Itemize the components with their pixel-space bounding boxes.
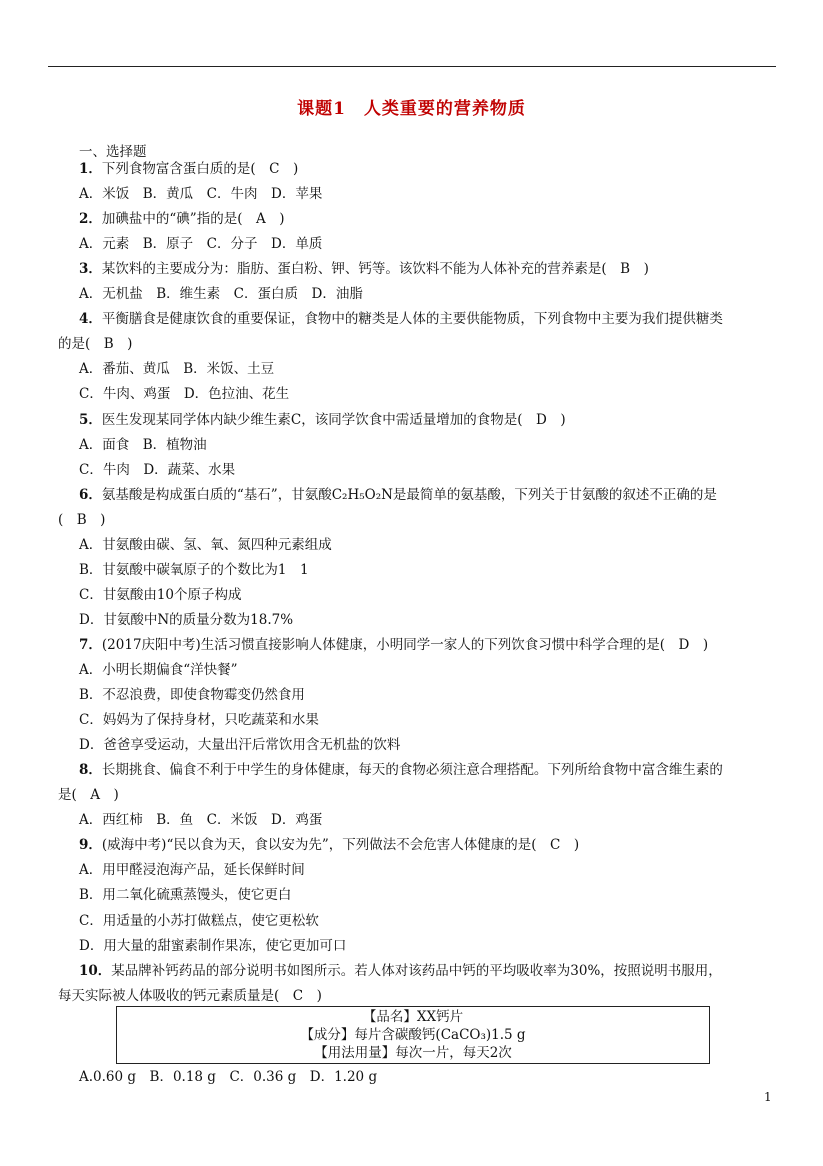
question-number: 2． [79,211,102,228]
line-text: 氨基酸是构成蛋白质的“基石”，甘氨酸C₂H₅O₂N是最简单的氨基酸，下列关于甘氨酸的叙述不正确的是 [101,486,717,503]
line-text: C．甘氨酸由10个原子构成 [79,586,242,603]
box-line-dosage: 【用法用量】每次一片，每天2次 [314,1045,512,1061]
option-line [58,786,119,804]
line-text: A．用甲醛浸泡海产品，延长保鲜时间 [79,862,305,879]
option-line [79,561,309,579]
question-number: 10． [79,962,112,979]
line-text: ( B ) [58,511,106,528]
option-line [79,711,319,729]
question-line [79,962,722,980]
question-number: 6． [79,486,102,503]
line-text: A．小明长期偏食“洋快餐” [79,662,238,678]
line-text: A．西红柿 B．鱼 C．米饭 D．鸡蛋 [79,812,323,829]
line-text: 平衡膳食是健康饮食的重要保证，食物中的糖类是人体的主要供能物质，下列食物中主要为我们提供糖类 [101,311,723,328]
option-line [79,185,322,203]
question-number: 1． [79,161,102,177]
line-text: 某品牌补钙药品的部分说明书如图所示。若人体对该药品中钙的平均吸收率为30%，按照说明书服用， [111,962,722,979]
line-text: C．用适量的小苏打做糕点，使它更松软 [79,912,319,929]
line-text: 某饮料的主要成分为：脂肪、蛋白粉、钾、钙等。该饮料不能为人体补充的营养素是( B ) [101,261,649,278]
question-line [79,836,579,854]
line-text: C．牛肉、鸡蛋 D．色拉油、花生 [79,386,290,403]
section-heading: 一、选择题 [79,144,147,160]
option-line [79,536,332,554]
question-line [79,310,723,328]
line-text: 是( A ) [58,787,119,804]
line-text: A．米饭 B．黄瓜 C．牛肉 D．苹果 [79,186,323,203]
top-rule [48,66,776,67]
line-text: C．妈妈为了保持身材，只吃蔬菜和水果 [79,712,319,729]
question-number: 4． [79,311,102,328]
medicine-label-box [116,1006,710,1064]
line-text: (威海中考)“民以食为天，食以安为先”，下列做法不会危害人体健康的是( C ) [101,837,580,854]
box-line-name: 【品名】XX钙片 [362,1009,464,1025]
option-line [79,686,305,704]
line-text: 下列食物富含蛋白质的是( C ) [101,161,299,177]
question-line [79,761,723,779]
line-text: A．番茄、黄瓜 B．米饭、土豆 [79,361,275,378]
option-line [58,335,132,353]
option-line [79,235,322,253]
question-number: 8． [79,762,102,779]
option-line [79,436,207,454]
line-text: A．面食 B．植物油 [79,436,207,453]
box-line-ingredient: 【成分】每片含碳酸钙(CaCO₃)1.5 g [300,1027,526,1043]
line-text: D．甘氨酸中N的质量分数为18.7% [79,611,294,628]
line-text: 长期挑食、偏食不利于中学生的身体健康，每天的食物必须注意合理搭配。下列所给食物中富含维生素的 [101,762,723,779]
question-line [79,160,298,178]
line-text: A．无机盐 B．维生素 C．蛋白质 D．油脂 [79,286,363,303]
line-text: B．不忍浪费，即使食物霉变仍然食用 [79,687,305,704]
line-text: C．牛肉 D．蔬菜、水果 [79,461,236,478]
line-text: B．甘氨酸中碳氧原子的个数比为1 1 [79,561,309,578]
answer-options-q10: A.0.60 g B．0.18 g C．0.36 g D．1.20 g [79,1069,378,1085]
question-line [79,636,708,654]
line-text: A．元素 B．原子 C．分子 D．单质 [79,236,323,253]
question-line [79,486,717,504]
option-line [79,285,363,303]
line-text: 的是( B ) [58,336,133,353]
option-line [79,861,305,879]
line-text: D．爸爸享受运动，大量出汗后常饮用含无机盐的饮料 [79,737,401,754]
option-line [79,586,242,604]
question-line [79,260,649,278]
option-line [58,987,322,1005]
line-text: 加碘盐中的“碘”指的是( A ) [101,211,285,228]
option-line [79,461,235,479]
line-text: 医生发现某同学体内缺少维生素C，该同学饮食中需适量增加的食物是( D ) [101,411,566,428]
option-line [79,811,322,829]
option-line [58,511,105,529]
option-line [79,611,293,629]
question-number: 5． [79,411,102,428]
option-line [79,385,289,403]
option-line [79,886,291,904]
line-text: B．用二氧化硫熏蒸馒头，使它更白 [79,887,292,904]
page-number: 1 [764,1090,772,1104]
question-line [79,210,285,228]
line-text: 每天实际被人体吸收的钙元素质量是( C ) [58,987,322,1004]
line-text: A．甘氨酸由碳、氢、氧、氮四种元素组成 [79,536,332,553]
line-text: (2017庆阳中考)生活习惯直接影响人体健康，小明同学一家人的下列饮食习惯中科学合理的是( D ) [101,636,709,653]
option-line [79,661,238,679]
question-number: 7． [79,636,102,653]
question-number: 9． [79,837,102,854]
question-line [79,411,566,429]
option-line [79,937,346,955]
option-line [79,360,274,378]
option-line [79,736,400,754]
page-title: 课题1 人类重要的营养物质 [297,99,526,119]
option-line [79,912,319,930]
line-text: D．用大量的甜蜜素制作果冻，使它更加可口 [79,937,347,954]
question-number: 3． [79,261,102,278]
